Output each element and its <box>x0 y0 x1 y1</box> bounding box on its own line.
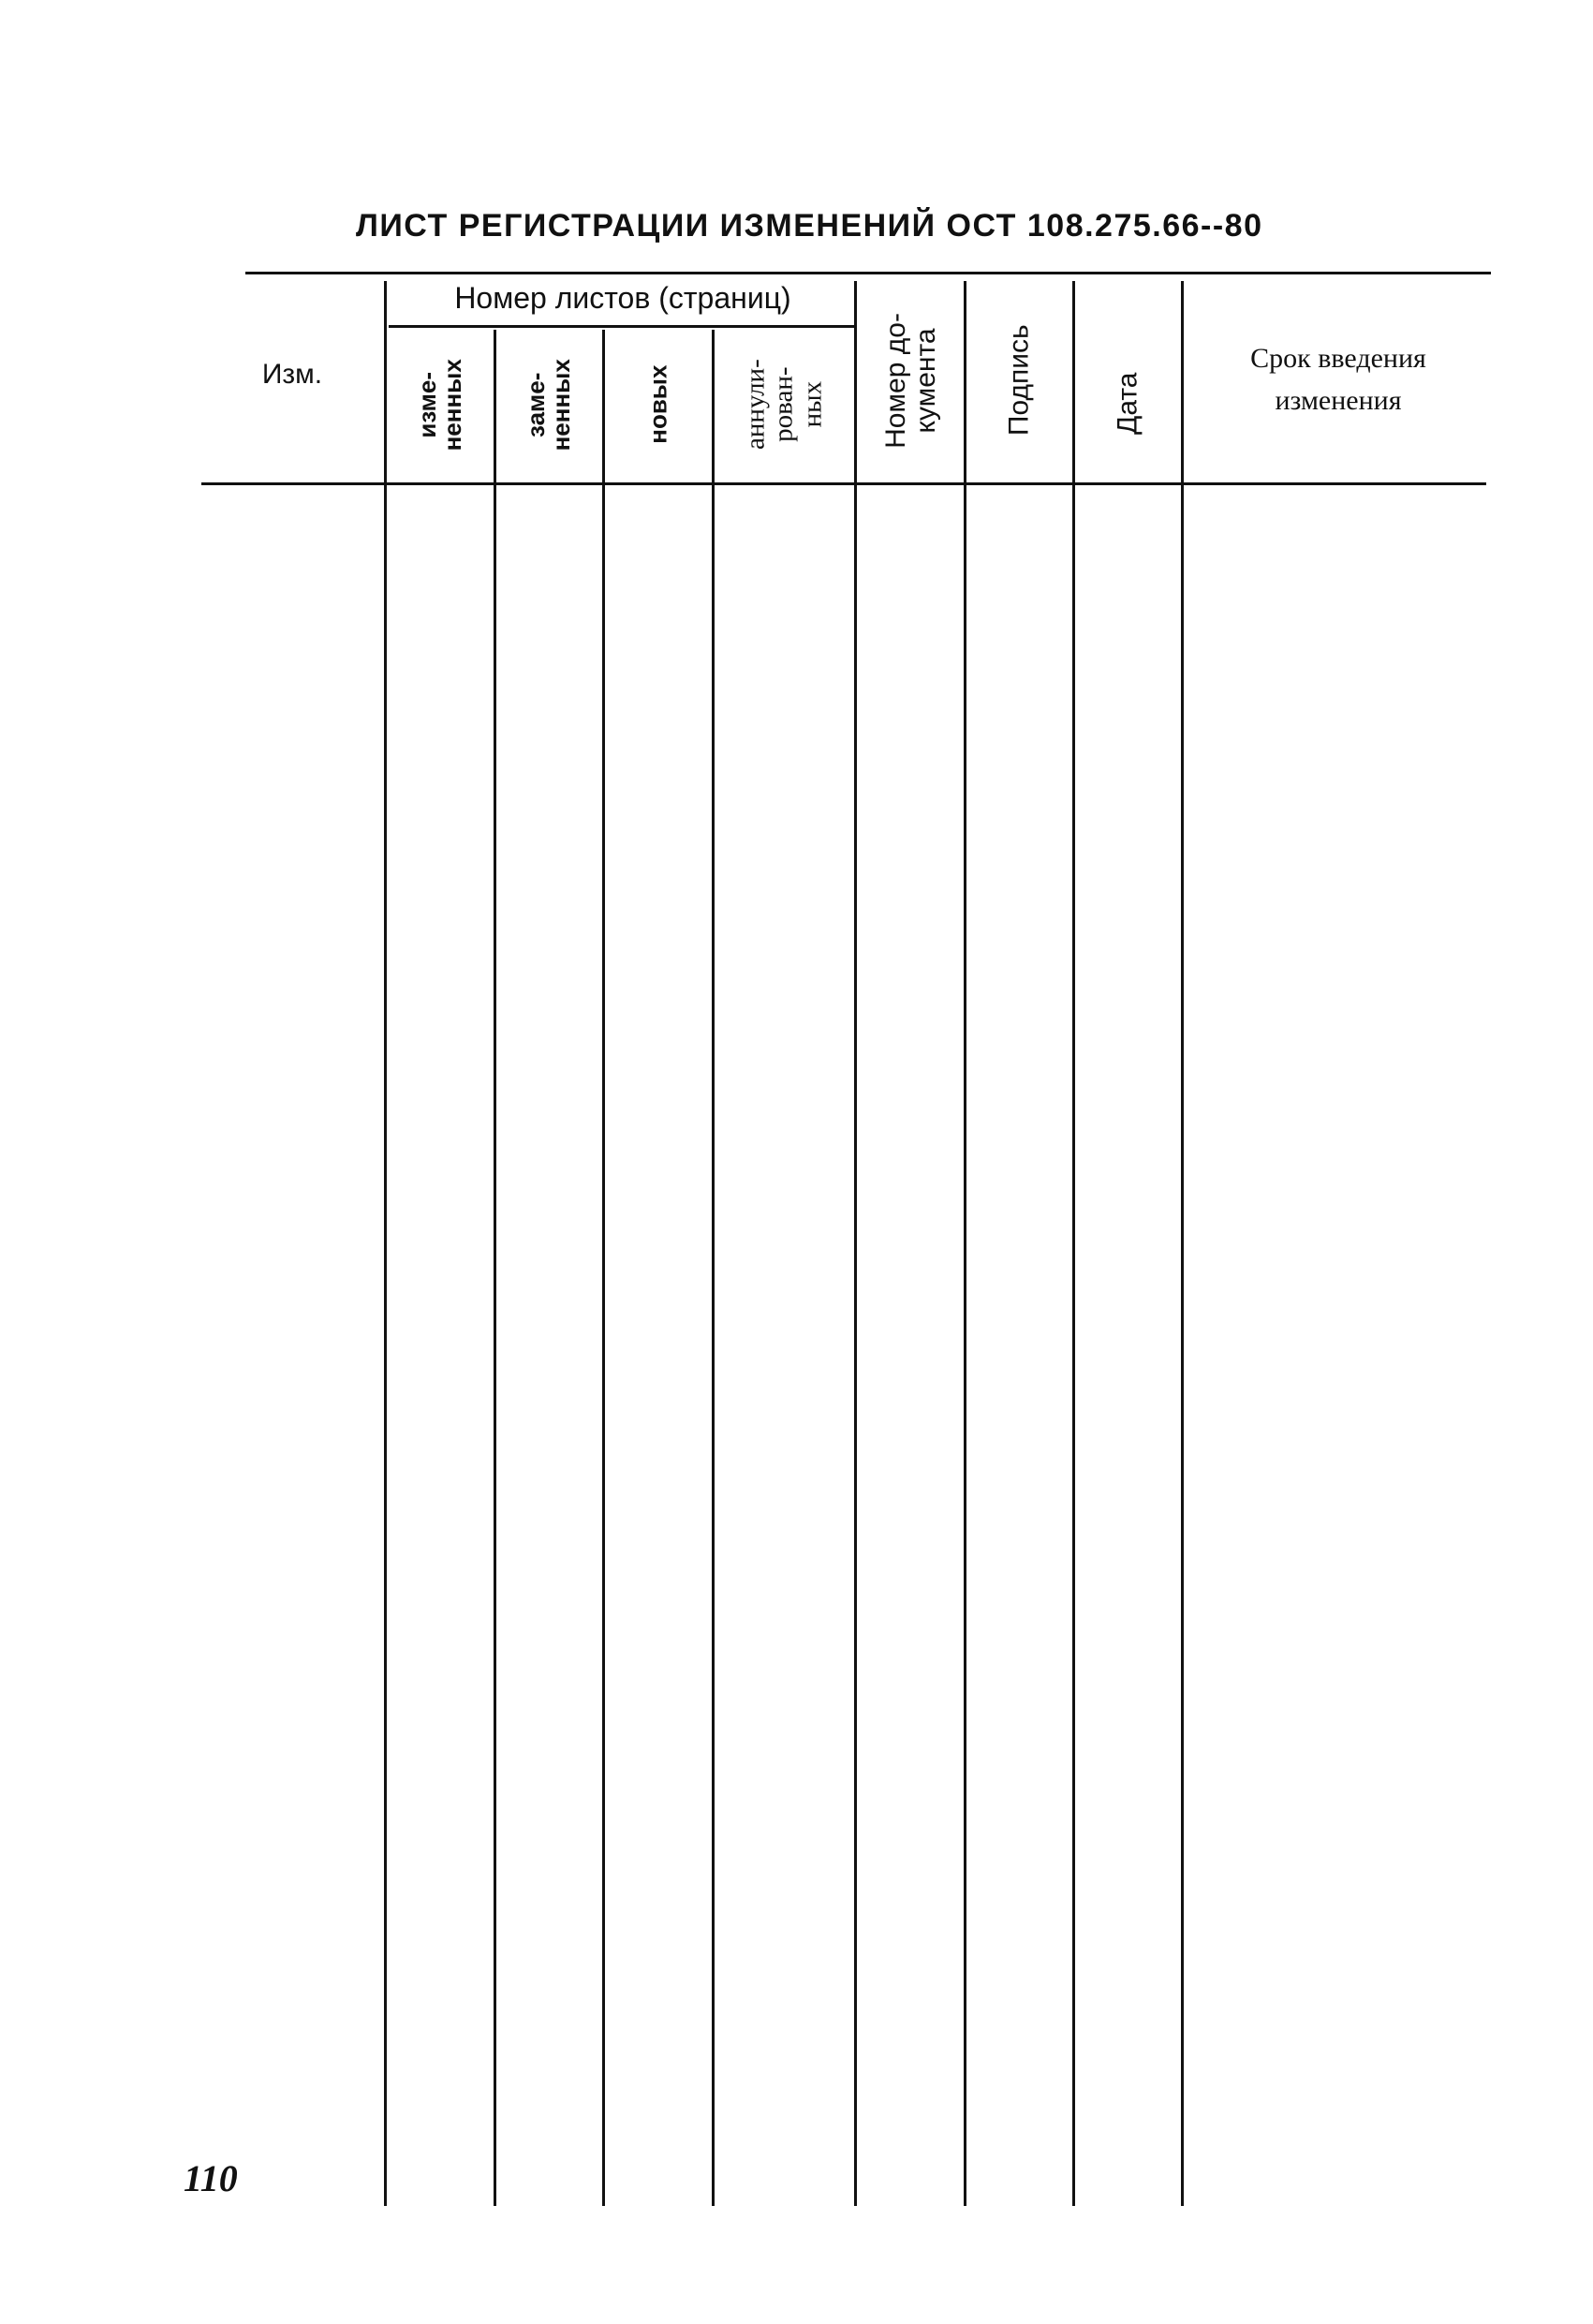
column-divider-3 <box>602 330 605 2206</box>
header-document-number-label: Номер до- кумента <box>879 312 941 449</box>
column-divider-4 <box>712 330 715 2206</box>
header-replaced-sheets-label: заме- ненных <box>522 358 576 451</box>
column-divider-2 <box>494 330 496 2206</box>
header-izm: Изм. <box>261 359 323 390</box>
column-divider-5 <box>854 281 857 2206</box>
column-divider-1 <box>384 281 387 2206</box>
column-divider-8 <box>1181 281 1184 2206</box>
header-new-sheets <box>605 330 712 480</box>
page-number: 110 <box>184 2157 238 2199</box>
header-annulled-sheets <box>715 330 854 480</box>
header-bottom-rule <box>201 482 1486 485</box>
header-date-label: Дата <box>1112 372 1143 436</box>
header-document-number <box>857 281 964 480</box>
header-changed-sheets <box>387 330 494 480</box>
table-top-border <box>245 272 1491 274</box>
column-divider-6 <box>964 281 966 2206</box>
header-date <box>1075 328 1181 480</box>
header-replaced-sheets <box>496 330 602 480</box>
column-divider-7 <box>1072 281 1075 2206</box>
group-header-rule <box>389 325 854 328</box>
header-new-sheets-label: новых <box>643 364 672 445</box>
header-signature-label: Подпись <box>1003 324 1035 437</box>
header-sheet-numbers-group: Номер листов (страниц) <box>454 281 791 315</box>
page-title: ЛИСТ РЕГИСТРАЦИИ ИЗМЕНЕНИЙ ОСТ 108.275.66--80 <box>356 208 1263 244</box>
header-signature <box>966 281 1072 480</box>
header-changed-sheets-label: изме- ненных <box>412 358 466 451</box>
header-term-of-introduction: Срок введения изменения <box>1250 343 1426 416</box>
header-annulled-sheets-label: аннули- рован- ных <box>740 359 828 451</box>
